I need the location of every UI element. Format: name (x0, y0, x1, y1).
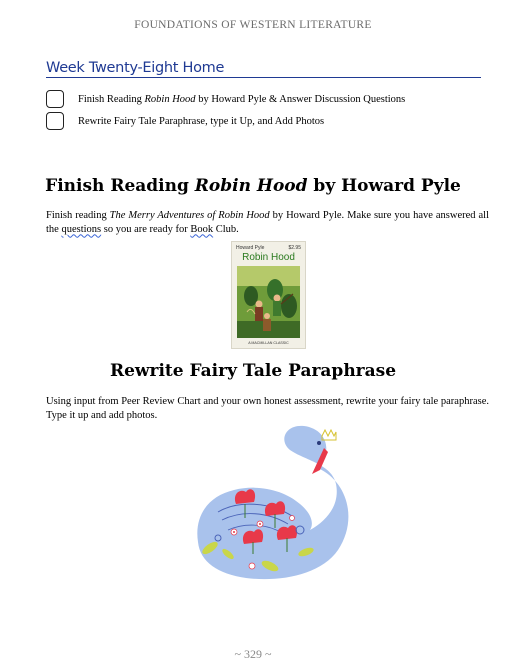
task-item-1 (46, 89, 405, 109)
section-heading-robin-hood: Finish Reading Robin Hood by Howard Pyle (45, 176, 461, 196)
book-link[interactable]: Book (190, 223, 214, 235)
book-price: $2.95 (288, 245, 301, 251)
robin-hood-book-cover (232, 242, 305, 348)
task-label-1: Finish Reading Robin Hood by Howard Pyle & Answer Discussion Questions (78, 93, 406, 105)
task-item-2 (46, 111, 324, 131)
course-header: FOUNDATIONS OF WESTERN LITERATURE (134, 19, 372, 31)
questions-link[interactable]: questions (61, 223, 102, 235)
book-cover-illustration (237, 266, 300, 338)
section-heading-fairy-tale: Rewrite Fairy Tale Paraphrase (109, 361, 397, 381)
week-title: Week Twenty-Eight Home (46, 60, 481, 78)
task-checkbox-1[interactable] (46, 90, 64, 108)
fairy-tale-paragraph: Using input from Peer Review Chart and your own honest assessment, rewrite your fairy tale paraphrase. Type it up and add photos. (46, 396, 489, 421)
page-number: ~ 329 ~ (234, 647, 272, 661)
swan-illustration (188, 420, 358, 590)
book-imprint: A MACMILLAN CLASSIC (248, 341, 289, 345)
task-label-2: Rewrite Fairy Tale Paraphrase, type it Up, and Add Photos (78, 115, 325, 127)
book-title: Robin Hood (242, 252, 295, 263)
book-author: Howard Pyle (236, 245, 265, 251)
task-checkbox-2[interactable] (46, 112, 64, 130)
robin-hood-paragraph: Finish reading The Merry Adventures of Robin Hood by Howard Pyle. Make sure you have answered all the questions so you are ready for Book Club. (46, 210, 489, 235)
